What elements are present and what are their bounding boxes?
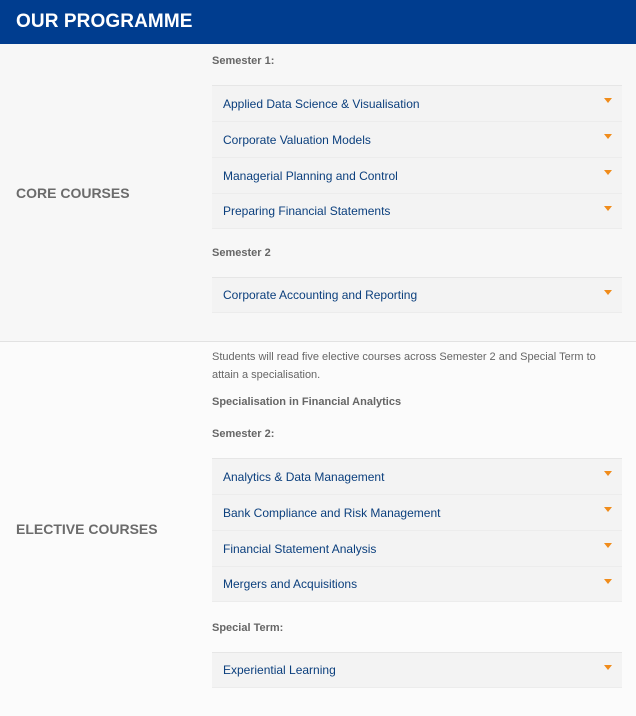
- caret-down-icon[interactable]: [604, 665, 612, 670]
- caret-down-icon[interactable]: [604, 471, 612, 476]
- caret-down-icon[interactable]: [604, 579, 612, 584]
- core-semester1-heading: Semester 1:: [212, 55, 275, 67]
- core-semester2-list: [212, 277, 622, 313]
- page-title: OUR PROGRAMME: [16, 11, 193, 32]
- course-accordion-item[interactable]: [212, 157, 622, 193]
- elective-courses-content: [212, 342, 636, 716]
- course-title: Corporate Valuation Models: [223, 132, 371, 147]
- course-accordion-item[interactable]: [212, 566, 622, 602]
- page-header: [0, 0, 636, 44]
- elective-intro-text: Students will read five elective courses across Semester 2 and Special Term to attain a specialisation.: [212, 351, 596, 381]
- caret-down-icon[interactable]: [604, 98, 612, 103]
- course-accordion-item[interactable]: [212, 277, 622, 313]
- course-accordion-item[interactable]: [212, 85, 622, 121]
- caret-down-icon[interactable]: [604, 170, 612, 175]
- caret-down-icon[interactable]: [604, 134, 612, 139]
- course-title: Managerial Planning and Control: [223, 168, 398, 183]
- course-accordion-item[interactable]: [212, 494, 622, 530]
- course-accordion-item[interactable]: [212, 193, 622, 229]
- caret-down-icon[interactable]: [604, 290, 612, 295]
- special-term-heading: Special Term:: [212, 622, 284, 634]
- course-title: Corporate Accounting and Reporting: [223, 288, 418, 302]
- course-title: Applied Data Science & Visualisation: [223, 96, 420, 111]
- core-courses-section: [0, 44, 636, 341]
- core-semester1-list: [212, 85, 622, 229]
- course-accordion-item[interactable]: [212, 458, 622, 494]
- course-title: Bank Compliance and Risk Management: [223, 505, 441, 520]
- caret-down-icon[interactable]: [604, 206, 612, 211]
- core-semester2-heading: Semester 2: [212, 247, 271, 259]
- course-accordion-item[interactable]: [212, 652, 622, 688]
- caret-down-icon[interactable]: [604, 543, 612, 548]
- course-accordion-item[interactable]: [212, 530, 622, 566]
- core-courses-content: [212, 44, 636, 341]
- course-title: Experiential Learning: [223, 663, 336, 677]
- elective-courses-label: ELECTIVE COURSES: [16, 521, 158, 537]
- caret-down-icon[interactable]: [604, 507, 612, 512]
- elective-semester2-list: [212, 458, 622, 602]
- course-title: Analytics & Data Management: [223, 469, 385, 484]
- special-term-list: [212, 652, 622, 688]
- core-courses-label: CORE COURSES: [16, 184, 130, 201]
- course-title: Financial Statement Analysis: [223, 541, 377, 556]
- course-title: Preparing Financial Statements: [223, 204, 391, 218]
- course-title: Mergers and Acquisitions: [223, 577, 358, 591]
- specialisation-heading: Specialisation in Financial Analytics: [212, 396, 402, 408]
- course-accordion-item[interactable]: [212, 121, 622, 157]
- elective-courses-section: [0, 341, 636, 716]
- elective-semester2-heading: Semester 2:: [212, 428, 275, 440]
